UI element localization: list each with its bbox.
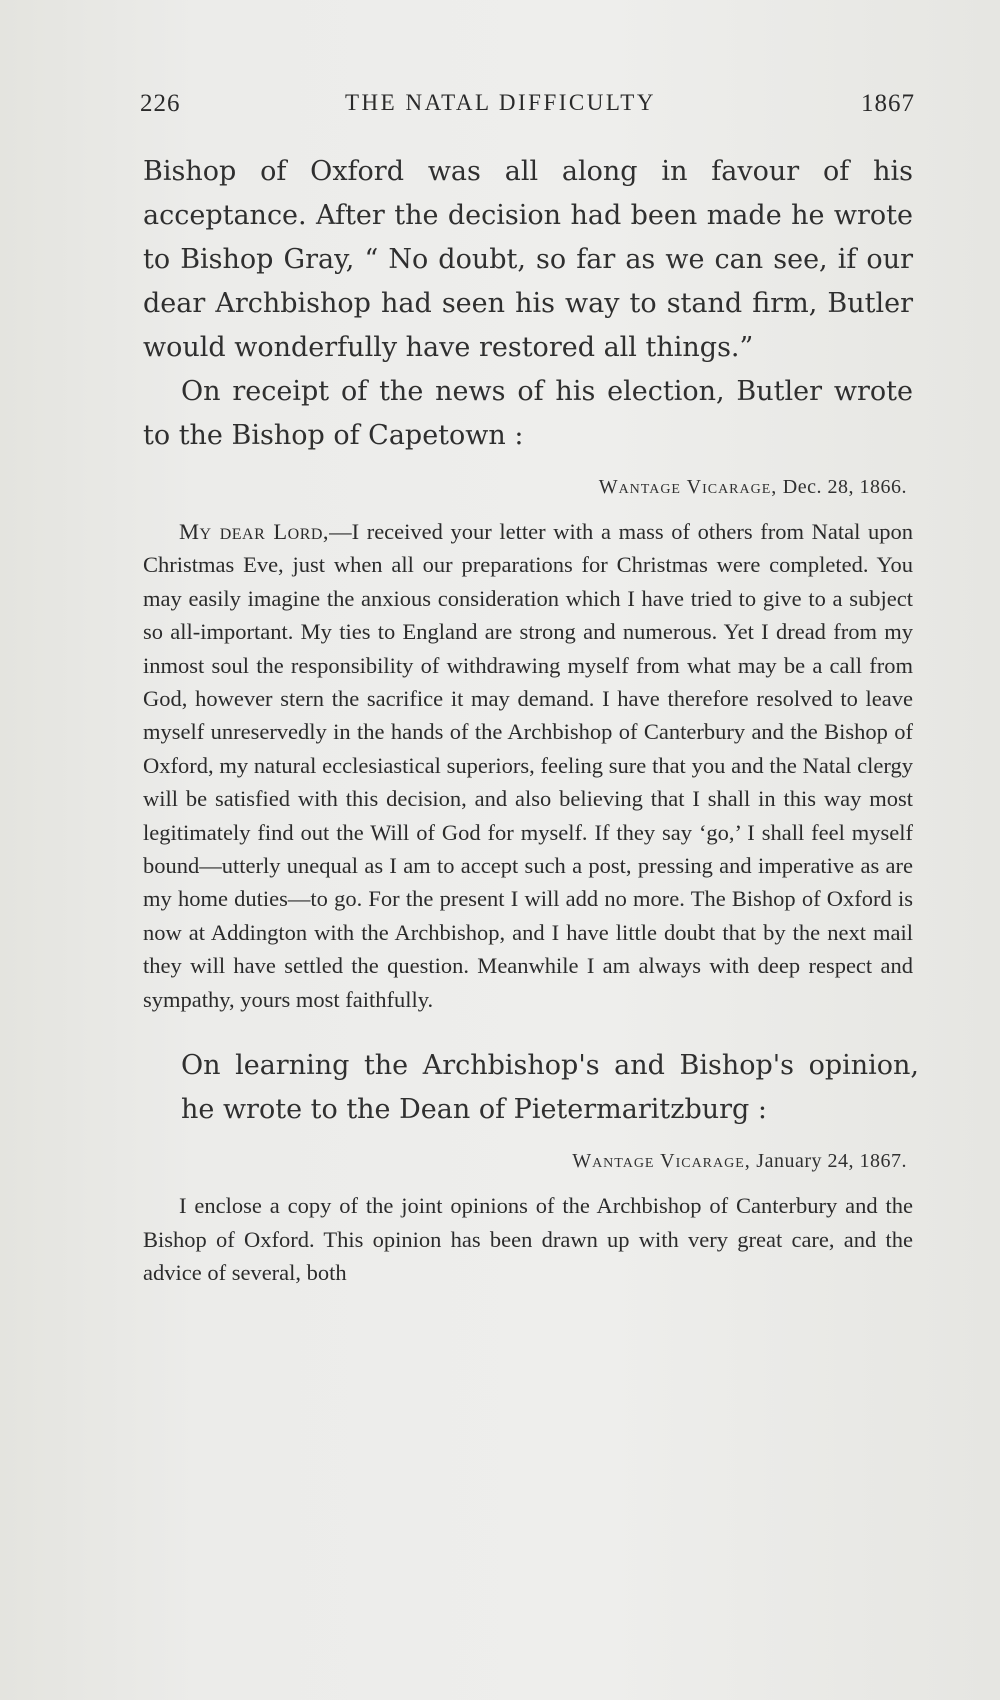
second-section — [143, 1044, 919, 1289]
running-title: THE NATAL DIFFICULTY — [345, 90, 656, 115]
letter2-dateline — [143, 1150, 907, 1173]
paragraph-dean-letter-intro: On learning the Archbishop's and Bishop's opinion, he wrote to the Dean of Pietermaritzburg : — [181, 1050, 919, 1126]
paragraph-continuation: Bishop of Oxford was all along in favour of his acceptance. After the decision had been made he wrote to Bishop Gray, “ No doubt, so far as we can see, if our dear Archbishop had seen his way to stand firm, Butler would wonderfully have restored all things.” — [143, 156, 913, 363]
page-number: 226 — [140, 90, 181, 117]
letter1-place: Wantage Vicarage, — [598, 476, 778, 498]
page-content — [143, 150, 919, 1289]
letter1-text: —I received your letter with a mass of others from Natal upon Christmas Eve, just when all our preparations for Christmas were completed. You may easily imagine the anxious consideration which I have tried to give to a subject so all-important. My ties to England are strong and numerous. Yet I dread from my inmost soul the responsibility of withdrawing myself from what may be a call from God, however stern the sacrifice it may demand. I have therefore resolved to leave myself unreservedly in the hands of the Archbishop of Canterbury and the Bishop of Oxford, my natural ecclesiastical superiors, feeling sure that you and the Natal clergy will be satisfied with this decision, and also believing that I shall in this way most legitimately find out the Will of God for myself. If they say ‘go,’ I shall feel myself bound—utterly unequal as I am to accept such a post, pressing and imperative as are my home duties—to go. For the present I will add no more. The Bishop of Oxford is now at Addington with the Archbishop, and I have little doubt that by the next mail they will have settled the question. Meanwhile I am always with deep respect and sympathy, yours most faithfully. — [143, 519, 913, 1012]
header-year: 1867 — [861, 90, 915, 117]
letter1-salutation: My dear Lord, — [179, 519, 330, 544]
letter2-date: January 24, 1867. — [756, 1150, 907, 1173]
letter2-place: Wantage Vicarage, — [572, 1150, 751, 1173]
letter1-dateline — [143, 476, 907, 499]
paragraph-election-news: On receipt of the news of his election, Butler wrote to the Bishop of Capetown : — [143, 376, 913, 451]
letter1-date: Dec. 28, 1866. — [782, 476, 907, 498]
letter2-body: I enclose a copy of the joint opinions of the Archbishop of Canterbury and the Bishop of Oxford. This opinion has been drawn up with very great care, and the advice of several, both — [143, 1193, 913, 1285]
page-header — [140, 90, 915, 124]
letter1-body — [143, 515, 913, 1016]
